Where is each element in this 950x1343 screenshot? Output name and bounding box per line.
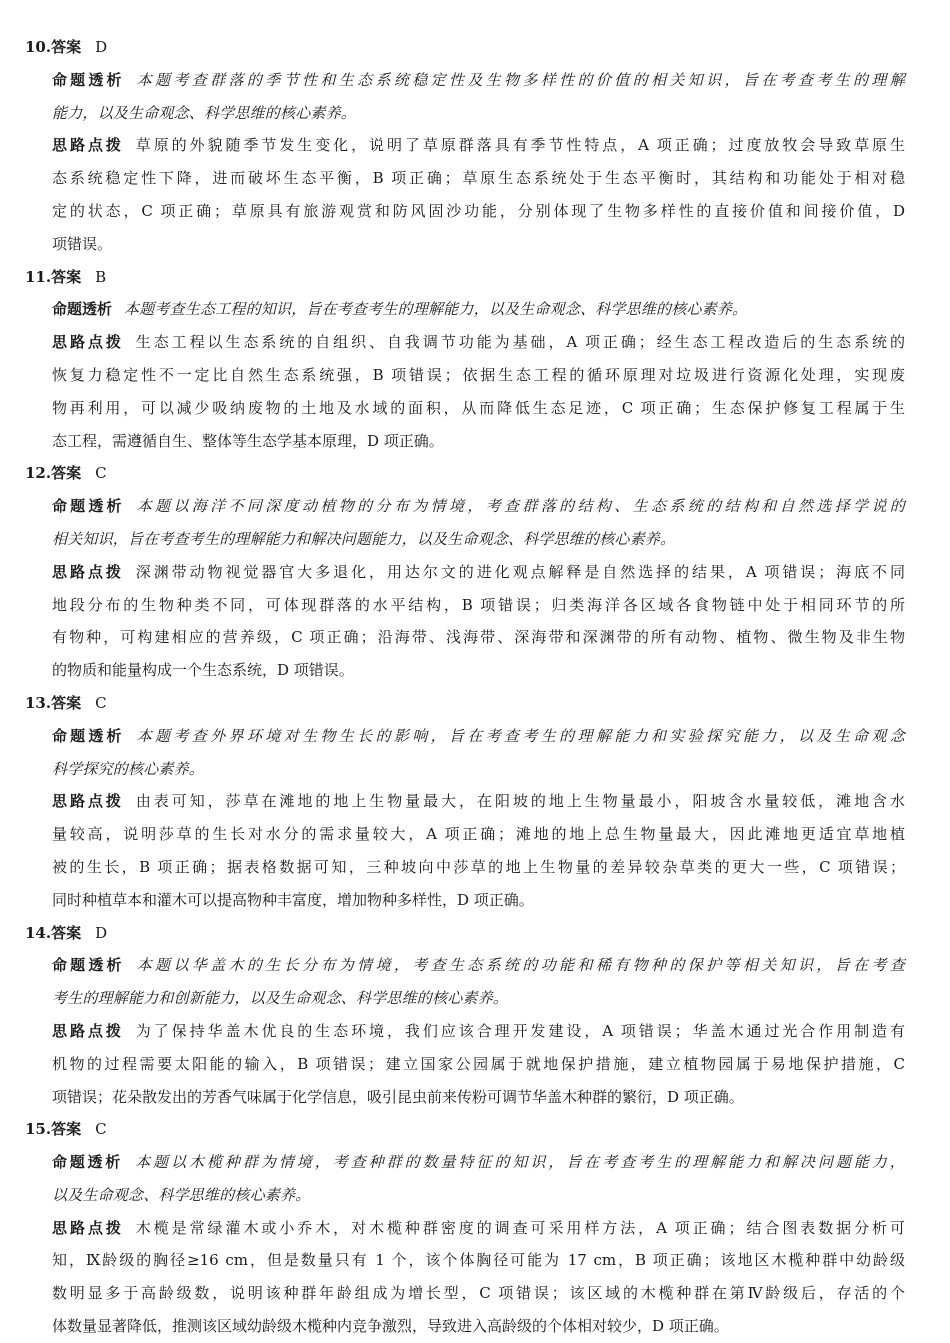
section-line: [0, 982, 905, 1015]
answer-label: 答案: [51, 267, 82, 286]
section-text: 草原的外貌随季节发生变化，说明了草原群落具有季节性特点，A 项正确；过度放牧会导致草原生: [135, 136, 905, 155]
section-text: 由表可知，莎草在滩地的地上生物量最大，在阳坡的地上生物量最小，阳坡含水量较低，滩地含水: [135, 792, 905, 811]
section-line: [0, 1179, 905, 1212]
section-text: 本题考查生态工程的知识，旨在考查考生的理解能力，以及生命观念、科学思维的核心素养。: [124, 300, 748, 319]
section-line: [0, 425, 905, 458]
section-label: 命题透析: [52, 300, 113, 319]
section-text: 数明显多于高龄级数，说明该种群年龄组成为增长型，C 项错误；该区域的木榄种群在第Ⅳ龄级后，存活的个: [52, 1284, 905, 1303]
section-text: 科学探究的核心素养。: [52, 759, 205, 778]
section-text: 为了保持华盖木优良的生态环境，我们应该合理开发建设，A 项错误；华盖木通过光合作用制造有: [135, 1021, 905, 1040]
section-line: [0, 1212, 905, 1245]
section-label: 思路点拨: [52, 792, 124, 811]
section-text: 能力，以及生命观念、科学思维的核心素养。: [52, 103, 357, 122]
section-line: [0, 1015, 905, 1048]
section-line: [0, 720, 905, 753]
section-text: 相关知识，旨在考查考生的理解能力和解决问题能力，以及生命观念、科学思维的核心素养。: [52, 529, 676, 548]
section-line: [0, 556, 905, 589]
section-text: 态系统稳定性下降，进而破坏生态平衡，B 项正确；草原生态系统处于生态平衡时，其结构和功能处于相对稳: [52, 169, 905, 188]
question-header: [0, 31, 950, 64]
question-number: 14.: [25, 923, 52, 942]
section-label: 思路点拨: [52, 1021, 124, 1040]
section-line: [0, 1244, 905, 1277]
question-number: 11.: [25, 267, 52, 286]
section-line: [0, 523, 905, 556]
question-block: [0, 917, 950, 1114]
question-block: [0, 457, 950, 687]
section-text: 项错误；花朵散发出的芳香气味属于化学信息，吸引昆虫前来传粉可调节华盖木种群的繁衍，D 项正确。: [52, 1087, 744, 1106]
section-text: 体数量显著降低，推测该区域幼龄级木榄种内竞争激烈，导致进入高龄级的个体相对较少，D 项正确。: [52, 1317, 729, 1336]
section-label: 命题透析: [52, 726, 125, 745]
question-block: [0, 31, 950, 261]
question-header: [0, 261, 950, 294]
question-block: [0, 261, 950, 458]
section-text: 本题考查群落的季节性和生态系统稳定性及生物多样性的价值的相关知识，旨在考查考生的理解: [136, 70, 905, 89]
section-text: 深渊带动物视觉器官大多退化，用达尔文的进化观点解释是自然选择的结果，A 项错误；海底不同: [135, 562, 905, 581]
answer-label: 答案: [51, 923, 82, 942]
section-label: 命题透析: [52, 70, 125, 89]
section-line: [0, 621, 905, 654]
section-text: 物再利用，可以减少吸纳废物的土地及水域的面积，从而降低生态足迹，C 项正确；生态保护修复工程属于生: [52, 398, 905, 417]
section-label: 思路点拨: [52, 562, 124, 581]
section-text: 本题以华盖木的生长分布为情境，考查生态系统的功能和稀有物种的保护等相关知识，旨在考查: [136, 956, 905, 975]
section-text: 量较高，说明莎草的生长对水分的需求量较大，A 项正确；滩地的地上总生物量最大，因此滩地更适宜草地植: [52, 825, 905, 844]
section-line: [0, 490, 905, 523]
question-number: 12.: [25, 464, 52, 483]
answer-value: C: [95, 693, 107, 712]
section-line: [0, 1048, 905, 1081]
section-line: [0, 293, 905, 326]
section-line: [0, 1081, 905, 1114]
question-number: 15.: [25, 1120, 52, 1139]
section-line: [0, 785, 905, 818]
answer-value: C: [95, 464, 107, 483]
question-header: [0, 1113, 950, 1146]
question-block: [0, 1113, 950, 1343]
section-label: 命题透析: [52, 1153, 124, 1172]
section-text: 恢复力稳定性不一定比自然生态系统强，B 项错误；依据生态工程的循环原理对垃圾进行资源化处理，实现废: [52, 365, 905, 384]
section-text: 地段分布的生物种类不同，可体现群落的水平结构，B 项错误；归类海洋各区域各食物链中处于相同环节的所: [52, 595, 905, 614]
section-text: 被的生长，B 项正确；据表格数据可知，三种坡向中莎草的地上生物量的差异较杂草类的更大一些，C 项错误；: [52, 857, 905, 876]
section-line: [0, 851, 905, 884]
section-line: [0, 359, 905, 392]
section-line: [0, 392, 905, 425]
question-header: [0, 917, 950, 950]
section-line: [0, 818, 905, 851]
answer-key-document: [0, 31, 950, 1343]
question-header: [0, 687, 950, 720]
section-label: 思路点拨: [52, 333, 124, 352]
section-text: 本题考查外界环境对生物生长的影响，旨在考查考生的理解能力和实验探究能力，以及生命观念: [136, 726, 905, 745]
section-text: 的物质和能量构成一个生态系统，D 项错误。: [52, 661, 354, 680]
section-text: 同时种植草本和灌木可以提高物种丰富度，增加物种多样性，D 项正确。: [52, 890, 534, 909]
section-line: [0, 228, 905, 261]
answer-label: 答案: [51, 1120, 82, 1139]
section-label: 思路点拨: [52, 1218, 124, 1237]
answer-label: 答案: [51, 38, 82, 56]
section-label: 命题透析: [52, 956, 125, 975]
section-line: [0, 195, 905, 228]
section-label: 命题透析: [52, 497, 125, 516]
section-line: [0, 1277, 905, 1310]
question-block: [0, 687, 950, 917]
answer-label: 答案: [51, 693, 82, 712]
section-text: 定的状态，C 项正确；草原具有旅游观赏和防风固沙功能，分别体现了生物多样性的直接价值和间接价值，D: [52, 201, 905, 220]
question-number: 10.: [25, 38, 52, 56]
answer-value: D: [95, 38, 108, 56]
answer-value: B: [95, 267, 107, 286]
section-line: [0, 1310, 905, 1343]
section-text: 生态工程以生态系统的自组织、自我调节功能为基础，A 项正确；经生态工程改造后的生态系统的: [135, 333, 905, 352]
section-line: [0, 1146, 905, 1179]
section-line: [0, 753, 905, 786]
section-text: 知，Ⅸ龄级的胸径≥16 cm，但是数量只有 1 个，该个体胸径可能为 17 cm，B 项正确；该地区木榄种群中幼龄级: [52, 1251, 905, 1270]
section-text: 本题以木榄种群为情境，考查种群的数量特征的知识，旨在考查考生的理解能力和解决问题能力，: [135, 1153, 905, 1172]
section-text: 机物的过程需要太阳能的输入，B 项错误；建立国家公园属于就地保护措施，建立植物园属于易地保护措施，C: [52, 1054, 905, 1073]
answer-label: 答案: [51, 464, 82, 483]
section-line: [0, 654, 905, 687]
section-text: 态工程，需遵循自生、整体等生态学基本原理，D 项正确。: [52, 431, 444, 450]
section-line: [0, 97, 905, 130]
section-line: [0, 884, 905, 917]
question-header: [0, 457, 950, 490]
section-line: [0, 589, 905, 622]
section-line: [0, 129, 905, 162]
section-text: 本题以海洋不同深度动植物的分布为情境，考查群落的结构、生态系统的结构和自然选择学说的: [136, 497, 905, 516]
answer-value: D: [95, 923, 108, 942]
section-text: 有物种，可构建相应的营养级，C 项正确；沿海带、浅海带、深海带和深渊带的所有动物、植物、微生物及非生物: [52, 628, 905, 647]
section-line: [0, 326, 905, 359]
section-line: [0, 64, 905, 97]
question-number: 13.: [25, 693, 52, 712]
section-line: [0, 162, 905, 195]
section-text: 考生的理解能力和创新能力，以及生命观念、科学思维的核心素养。: [52, 989, 509, 1008]
section-label: 思路点拨: [52, 136, 124, 155]
section-line: [0, 949, 905, 982]
section-text: 项错误。: [52, 234, 113, 253]
answer-value: C: [95, 1120, 107, 1139]
section-text: 以及生命观念、科学思维的核心素养。: [52, 1185, 311, 1204]
section-text: 木榄是常绿灌木或小乔木，对木榄种群密度的调查可采用样方法，A 项正确；结合图表数据分析可: [135, 1218, 905, 1237]
